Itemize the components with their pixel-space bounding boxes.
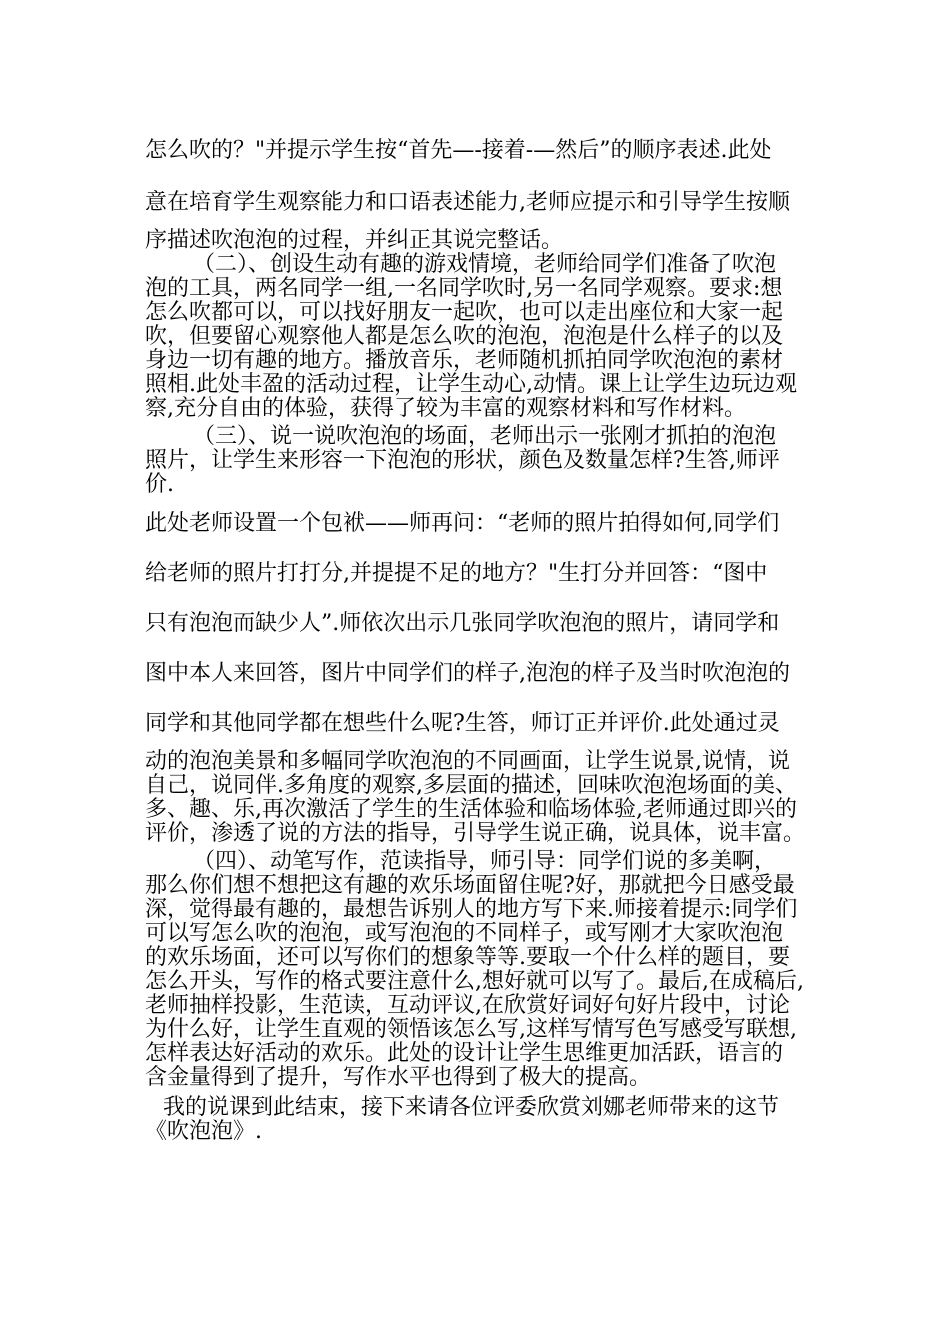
text-line: 含金量得到了提升，写作水平也得到了极大的提高。	[145, 1065, 652, 1090]
text-line: （三）、说一说吹泡泡的场面，老师出示一张刚才抓拍的泡泡	[193, 424, 777, 449]
text-line: 图中本人来回答，图片中同学们的样子,泡泡的样子及当时吹泡泡的	[145, 661, 790, 686]
text-line: 序描述吹泡泡的过程，并纠正其说完整话。	[145, 228, 564, 253]
text-line: 那么你们想不想把这有趣的欢乐场面留住呢?好，那就把今日感受最	[145, 873, 795, 898]
text-line: 怎么吹的？"并提示学生按“首先—-接着-—然后”的顺序表述.此处	[145, 138, 772, 163]
text-line: 我的说课到此结束，接下来请各位评委欣赏刘娜老师带来的这节	[163, 1095, 780, 1120]
text-line: 察,充分自由的体验，获得了较为丰富的观察材料和写作材料。	[145, 396, 746, 421]
text-line: 意在培育学生观察能力和口语表述能力,老师应提示和引导学生按顺	[145, 190, 790, 215]
text-line: 吹，但要留心观察他人都是怎么吹的泡泡，泡泡是什么样子的以及	[145, 324, 784, 349]
text-line: 为什么好，让学生直观的领悟该怎么写,这样写情写色写感受写联想,	[145, 1017, 797, 1042]
text-line: 《吹泡泡》.	[145, 1119, 262, 1144]
text-line: 价.	[145, 472, 174, 497]
text-line: 老师抽样投影，生范读，互动评议,在欣赏好词好句好片段中，讨论	[145, 993, 790, 1018]
text-line: 多、趣、乐,再次激活了学生的生活体验和临场体验,老师通过即兴的	[145, 797, 797, 822]
text-line: 可以写怎么吹的泡泡，或写泡泡的不同样子，或写刚才大家吹泡泡	[145, 921, 784, 946]
text-line: 的欢乐场面，还可以写你们的想象等等.要取一个什么样的题目，要	[145, 945, 790, 970]
text-line: 身边一切有趣的地方。播放音乐，老师随机抓拍同学吹泡泡的素材	[145, 348, 784, 373]
text-line: （四）、动笔写作，范读指导，师引导：同学们说的多美啊，	[193, 849, 777, 874]
text-line: 深，觉得最有趣的，最想告诉别人的地方写下来.师接着提示:同学们	[145, 897, 798, 922]
text-line: 给老师的照片打打分,并提提不足的地方？"生打分并回答：“图中	[145, 561, 768, 586]
text-line: 怎样表达好活动的欢乐。此处的设计让学生思维更加活跃，语言的	[145, 1041, 784, 1066]
text-line: 自己，说同伴.多角度的观察,多层面的描述，回味吹泡泡场面的美、	[145, 773, 797, 798]
text-line: 照相.此处丰盈的活动过程，让学生动心,动情。课上让学生边玩边观	[145, 372, 797, 397]
text-line: （二）、创设生动有趣的游戏情境，老师给同学们准备了吹泡	[193, 252, 777, 277]
text-line: 怎么吹都可以，可以找好朋友一起吹，也可以走出座位和大家一起	[145, 300, 784, 325]
text-line: 只有泡泡而缺少人”.师依次出示几张同学吹泡泡的照片，请同学和	[145, 611, 780, 636]
text-line: 泡的工具，两名同学一组,一名同学吹时,另一名同学观察。要求:想	[145, 276, 783, 301]
text-line: 照片，让学生来形容一下泡泡的形状，颜色及数量怎样?生答,师评	[145, 448, 780, 473]
text-line: 动的泡泡美景和多幅同学吹泡泡的不同画面，让学生说景,说情，说	[145, 749, 790, 774]
text-line: 评价，渗透了说的方法的指导，引导学生说正确，说具体，说丰富。	[145, 821, 806, 846]
text-line: 此处老师设置一个包袱——师再问：“老师的照片拍得如何,同学们	[145, 511, 780, 536]
text-line: 同学和其他同学都在想些什么呢?生答，师订正并评价.此处通过灵	[145, 711, 780, 736]
text-line: 怎么开头，写作的格式要注意什么,想好就可以写了。最后,在成稿后,	[145, 969, 804, 994]
